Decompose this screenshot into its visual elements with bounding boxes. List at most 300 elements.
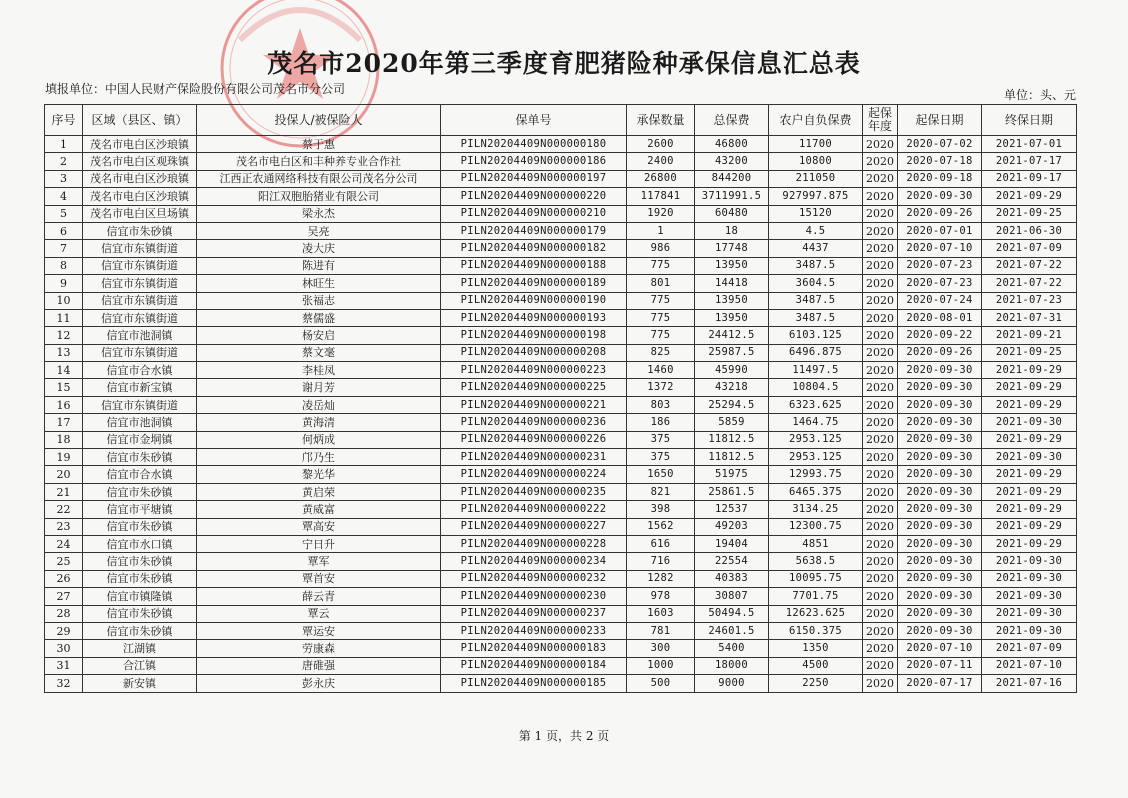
- col-header-start-year: 起保年度: [863, 105, 898, 136]
- cell-policy-no: PILN20204409N000000182: [441, 240, 627, 257]
- cell-region: 信宜市朱砂镇: [83, 518, 197, 535]
- cell-insured: 陈进有: [197, 257, 441, 274]
- cell-quantity: 978: [627, 588, 695, 605]
- cell-start-date: 2020-09-30: [898, 622, 982, 639]
- cell-total-premium: 24412.5: [695, 327, 769, 344]
- cell-total-premium: 13950: [695, 292, 769, 309]
- cell-region: 江湖镇: [83, 640, 197, 657]
- cell-total-premium: 40383: [695, 570, 769, 587]
- cell-policy-no: PILN20204409N000000220: [441, 188, 627, 205]
- cell-end-date: 2021-09-29: [982, 518, 1077, 535]
- cell-end-date: 2021-07-09: [982, 640, 1077, 657]
- cell-insured: 茂名市电白区和丰种养专业合作社: [197, 153, 441, 170]
- cell-quantity: 1: [627, 222, 695, 239]
- col-header-policy-no: 保单号: [441, 105, 627, 136]
- cell-total-premium: 51975: [695, 466, 769, 483]
- cell-end-date: 2021-07-31: [982, 309, 1077, 326]
- cell-policy-no: PILN20204409N000000233: [441, 622, 627, 639]
- cell-region: 信宜市朱砂镇: [83, 605, 197, 622]
- cell-farmer-premium: 11700: [769, 136, 863, 153]
- table-row: [45, 449, 1077, 466]
- cell-farmer-premium: 1350: [769, 640, 863, 657]
- cell-quantity: 1562: [627, 518, 695, 535]
- cell-start-year: 2020: [863, 535, 898, 552]
- cell-start-year: 2020: [863, 605, 898, 622]
- cell-start-date: 2020-09-30: [898, 570, 982, 587]
- cell-index: 8: [45, 257, 83, 274]
- table-row: [45, 431, 1077, 448]
- cell-start-date: 2020-09-30: [898, 466, 982, 483]
- table-row: [45, 379, 1077, 396]
- cell-start-year: 2020: [863, 640, 898, 657]
- cell-end-date: 2021-09-29: [982, 535, 1077, 552]
- cell-total-premium: 43218: [695, 379, 769, 396]
- cell-insured: 蔡文毫: [197, 344, 441, 361]
- table-row: [45, 153, 1077, 170]
- cell-end-date: 2021-09-29: [982, 362, 1077, 379]
- cell-policy-no: PILN20204409N000000208: [441, 344, 627, 361]
- cell-farmer-premium: 6103.125: [769, 327, 863, 344]
- cell-quantity: 775: [627, 257, 695, 274]
- cell-policy-no: PILN20204409N000000232: [441, 570, 627, 587]
- cell-farmer-premium: 2250: [769, 675, 863, 692]
- cell-start-date: 2020-07-17: [898, 675, 982, 692]
- cell-policy-no: PILN20204409N000000224: [441, 466, 627, 483]
- cell-farmer-premium: 6150.375: [769, 622, 863, 639]
- cell-end-date: 2021-07-22: [982, 275, 1077, 292]
- cell-quantity: 186: [627, 414, 695, 431]
- cell-insured: 阳江双胞胎猪业有限公司: [197, 188, 441, 205]
- cell-start-date: 2020-09-26: [898, 205, 982, 222]
- cell-total-premium: 43200: [695, 153, 769, 170]
- table-row: [45, 275, 1077, 292]
- cell-start-date: 2020-08-01: [898, 309, 982, 326]
- cell-policy-no: PILN20204409N000000225: [441, 379, 627, 396]
- cell-policy-no: PILN20204409N000000190: [441, 292, 627, 309]
- cell-farmer-premium: 12993.75: [769, 466, 863, 483]
- cell-insured: 覃高安: [197, 518, 441, 535]
- table-row: [45, 396, 1077, 413]
- cell-region: 信宜市合水镇: [83, 466, 197, 483]
- cell-policy-no: PILN20204409N000000222: [441, 501, 627, 518]
- cell-start-date: 2020-09-30: [898, 362, 982, 379]
- cell-start-year: 2020: [863, 518, 898, 535]
- cell-start-date: 2020-09-30: [898, 588, 982, 605]
- cell-farmer-premium: 4500: [769, 657, 863, 674]
- cell-region: 信宜市平塘镇: [83, 501, 197, 518]
- cell-quantity: 398: [627, 501, 695, 518]
- cell-total-premium: 11812.5: [695, 431, 769, 448]
- cell-quantity: 1372: [627, 379, 695, 396]
- cell-total-premium: 12537: [695, 501, 769, 518]
- cell-insured: 覃首安: [197, 570, 441, 587]
- cell-start-date: 2020-09-22: [898, 327, 982, 344]
- cell-insured: 黎光华: [197, 466, 441, 483]
- cell-region: 信宜市金垌镇: [83, 431, 197, 448]
- cell-insured: 邝乃生: [197, 449, 441, 466]
- cell-start-year: 2020: [863, 570, 898, 587]
- cell-index: 1: [45, 136, 83, 153]
- cell-total-premium: 844200: [695, 170, 769, 187]
- cell-start-year: 2020: [863, 170, 898, 187]
- cell-index: 28: [45, 605, 83, 622]
- cell-region: 茂名市电白区沙琅镇: [83, 170, 197, 187]
- cell-region: 茂名市电白区沙琅镇: [83, 188, 197, 205]
- cell-start-date: 2020-07-10: [898, 240, 982, 257]
- cell-start-year: 2020: [863, 396, 898, 413]
- cell-end-date: 2021-09-21: [982, 327, 1077, 344]
- cell-quantity: 1000: [627, 657, 695, 674]
- cell-farmer-premium: 6465.375: [769, 483, 863, 500]
- cell-start-date: 2020-09-30: [898, 483, 982, 500]
- cell-farmer-premium: 4.5: [769, 222, 863, 239]
- cell-index: 14: [45, 362, 83, 379]
- col-header-quantity: 承保数量: [627, 105, 695, 136]
- cell-quantity: 2600: [627, 136, 695, 153]
- cell-region: 信宜市东镇街道: [83, 240, 197, 257]
- cell-region: 新安镇: [83, 675, 197, 692]
- cell-quantity: 1603: [627, 605, 695, 622]
- table-row: [45, 518, 1077, 535]
- cell-total-premium: 25294.5: [695, 396, 769, 413]
- cell-policy-no: PILN20204409N000000179: [441, 222, 627, 239]
- cell-index: 19: [45, 449, 83, 466]
- cell-start-year: 2020: [863, 431, 898, 448]
- cell-farmer-premium: 5638.5: [769, 553, 863, 570]
- table-row: [45, 292, 1077, 309]
- cell-quantity: 26800: [627, 170, 695, 187]
- table-row: [45, 240, 1077, 257]
- cell-quantity: 716: [627, 553, 695, 570]
- table-row: [45, 344, 1077, 361]
- cell-start-year: 2020: [863, 362, 898, 379]
- cell-index: 20: [45, 466, 83, 483]
- cell-policy-no: PILN20204409N000000234: [441, 553, 627, 570]
- cell-insured: 宁日升: [197, 535, 441, 552]
- cell-index: 16: [45, 396, 83, 413]
- table-row: [45, 466, 1077, 483]
- cell-insured: 唐碓强: [197, 657, 441, 674]
- cell-end-date: 2021-09-29: [982, 483, 1077, 500]
- table-row: [45, 222, 1077, 239]
- cell-index: 7: [45, 240, 83, 257]
- table-row: [45, 483, 1077, 500]
- cell-start-year: 2020: [863, 588, 898, 605]
- cell-end-date: 2021-09-25: [982, 205, 1077, 222]
- cell-start-year: 2020: [863, 309, 898, 326]
- cell-quantity: 775: [627, 292, 695, 309]
- cell-region: 信宜市东镇街道: [83, 275, 197, 292]
- cell-region: 信宜市朱砂镇: [83, 222, 197, 239]
- table-row: [45, 136, 1077, 153]
- cell-index: 29: [45, 622, 83, 639]
- cell-quantity: 500: [627, 675, 695, 692]
- table-row: [45, 170, 1077, 187]
- cell-total-premium: 9000: [695, 675, 769, 692]
- table-row: [45, 188, 1077, 205]
- cell-total-premium: 13950: [695, 257, 769, 274]
- cell-total-premium: 13950: [695, 309, 769, 326]
- cell-insured: 黄威富: [197, 501, 441, 518]
- cell-farmer-premium: 2953.125: [769, 431, 863, 448]
- cell-start-year: 2020: [863, 153, 898, 170]
- cell-index: 25: [45, 553, 83, 570]
- cell-policy-no: PILN20204409N000000184: [441, 657, 627, 674]
- cell-region: 信宜市朱砂镇: [83, 483, 197, 500]
- col-header-farmer-premium: 农户自负保费: [769, 105, 863, 136]
- cell-policy-no: PILN20204409N000000237: [441, 605, 627, 622]
- cell-end-date: 2021-09-29: [982, 431, 1077, 448]
- cell-policy-no: PILN20204409N000000210: [441, 205, 627, 222]
- cell-quantity: 986: [627, 240, 695, 257]
- cell-policy-no: PILN20204409N000000193: [441, 309, 627, 326]
- cell-quantity: 616: [627, 535, 695, 552]
- cell-policy-no: PILN20204409N000000186: [441, 153, 627, 170]
- cell-region: 信宜市朱砂镇: [83, 449, 197, 466]
- cell-index: 4: [45, 188, 83, 205]
- cell-start-date: 2020-07-02: [898, 136, 982, 153]
- cell-quantity: 825: [627, 344, 695, 361]
- filler-unit: 填报单位：中国人民财产保险股份有限公司茂名市分公司: [45, 82, 346, 96]
- cell-end-date: 2021-09-29: [982, 188, 1077, 205]
- cell-farmer-premium: 10095.75: [769, 570, 863, 587]
- cell-region: 信宜市池洞镇: [83, 414, 197, 431]
- cell-start-date: 2020-07-11: [898, 657, 982, 674]
- cell-quantity: 375: [627, 449, 695, 466]
- cell-index: 31: [45, 657, 83, 674]
- table-row: [45, 640, 1077, 657]
- cell-index: 2: [45, 153, 83, 170]
- cell-insured: 薛云青: [197, 588, 441, 605]
- cell-region: 信宜市东镇街道: [83, 396, 197, 413]
- unit-label: 单位：头、元: [1003, 88, 1076, 102]
- cell-total-premium: 5400: [695, 640, 769, 657]
- cell-start-year: 2020: [863, 275, 898, 292]
- table-row: [45, 605, 1077, 622]
- cell-index: 11: [45, 309, 83, 326]
- table-row: [45, 362, 1077, 379]
- cell-farmer-premium: 3487.5: [769, 292, 863, 309]
- table-row: [45, 622, 1077, 639]
- cell-farmer-premium: 7701.75: [769, 588, 863, 605]
- cell-start-year: 2020: [863, 205, 898, 222]
- cell-region: 信宜市东镇街道: [83, 309, 197, 326]
- cell-index: 32: [45, 675, 83, 692]
- cell-index: 10: [45, 292, 83, 309]
- cell-end-date: 2021-07-23: [982, 292, 1077, 309]
- cell-start-date: 2020-07-01: [898, 222, 982, 239]
- col-header-region: 区域（县区、镇）: [83, 105, 197, 136]
- cell-farmer-premium: 12623.625: [769, 605, 863, 622]
- cell-end-date: 2021-09-30: [982, 553, 1077, 570]
- cell-end-date: 2021-09-29: [982, 379, 1077, 396]
- cell-quantity: 1920: [627, 205, 695, 222]
- cell-start-date: 2020-09-26: [898, 344, 982, 361]
- cell-farmer-premium: 2953.125: [769, 449, 863, 466]
- cell-total-premium: 25987.5: [695, 344, 769, 361]
- cell-start-date: 2020-07-10: [898, 640, 982, 657]
- cell-start-year: 2020: [863, 449, 898, 466]
- cell-index: 17: [45, 414, 83, 431]
- cell-start-date: 2020-09-30: [898, 188, 982, 205]
- cell-index: 9: [45, 275, 83, 292]
- cell-end-date: 2021-06-30: [982, 222, 1077, 239]
- cell-policy-no: PILN20204409N000000226: [441, 431, 627, 448]
- table-row: [45, 327, 1077, 344]
- cell-end-date: 2021-09-30: [982, 588, 1077, 605]
- table-row: [45, 570, 1077, 587]
- cell-quantity: 117841: [627, 188, 695, 205]
- cell-start-date: 2020-07-24: [898, 292, 982, 309]
- cell-start-year: 2020: [863, 344, 898, 361]
- cell-total-premium: 24601.5: [695, 622, 769, 639]
- table-row: [45, 535, 1077, 552]
- cell-quantity: 781: [627, 622, 695, 639]
- cell-policy-no: PILN20204409N000000228: [441, 535, 627, 552]
- table-row: [45, 588, 1077, 605]
- cell-start-year: 2020: [863, 622, 898, 639]
- cell-total-premium: 19404: [695, 535, 769, 552]
- cell-start-year: 2020: [863, 327, 898, 344]
- cell-region: 信宜市朱砂镇: [83, 622, 197, 639]
- cell-end-date: 2021-07-16: [982, 675, 1077, 692]
- cell-region: 合江镇: [83, 657, 197, 674]
- cell-start-year: 2020: [863, 292, 898, 309]
- cell-total-premium: 45990: [695, 362, 769, 379]
- cell-policy-no: PILN20204409N000000189: [441, 275, 627, 292]
- cell-region: 信宜市镇隆镇: [83, 588, 197, 605]
- cell-quantity: 775: [627, 327, 695, 344]
- cell-index: 15: [45, 379, 83, 396]
- cell-start-year: 2020: [863, 222, 898, 239]
- cell-total-premium: 60480: [695, 205, 769, 222]
- cell-start-date: 2020-09-30: [898, 379, 982, 396]
- cell-quantity: 300: [627, 640, 695, 657]
- cell-insured: 黄海清: [197, 414, 441, 431]
- cell-start-date: 2020-09-30: [898, 396, 982, 413]
- cell-policy-no: PILN20204409N000000198: [441, 327, 627, 344]
- cell-index: 18: [45, 431, 83, 448]
- cell-quantity: 1460: [627, 362, 695, 379]
- cell-start-date: 2020-09-30: [898, 518, 982, 535]
- cell-policy-no: PILN20204409N000000188: [441, 257, 627, 274]
- cell-insured: 彭永庆: [197, 675, 441, 692]
- cell-start-year: 2020: [863, 414, 898, 431]
- cell-end-date: 2021-09-29: [982, 501, 1077, 518]
- cell-total-premium: 18: [695, 222, 769, 239]
- cell-region: 茂名市电白区观珠镇: [83, 153, 197, 170]
- cell-end-date: 2021-09-25: [982, 344, 1077, 361]
- cell-insured: 蔡儒盛: [197, 309, 441, 326]
- cell-index: 23: [45, 518, 83, 535]
- cell-insured: 凌大庆: [197, 240, 441, 257]
- col-header-index: 序号: [45, 105, 83, 136]
- cell-policy-no: PILN20204409N000000227: [441, 518, 627, 535]
- cell-insured: 江西正农通网络科技有限公司茂名分公司: [197, 170, 441, 187]
- table-row: [45, 675, 1077, 692]
- cell-farmer-premium: 10804.5: [769, 379, 863, 396]
- cell-policy-no: PILN20204409N000000197: [441, 170, 627, 187]
- cell-start-year: 2020: [863, 675, 898, 692]
- cell-farmer-premium: 11497.5: [769, 362, 863, 379]
- cell-quantity: 801: [627, 275, 695, 292]
- cell-start-year: 2020: [863, 136, 898, 153]
- cell-insured: 李桂凤: [197, 362, 441, 379]
- table-row: [45, 553, 1077, 570]
- cell-quantity: 803: [627, 396, 695, 413]
- cell-region: 信宜市新宝镇: [83, 379, 197, 396]
- document-title: 茂名市2020年第三季度育肥猪险种承保信息汇总表: [267, 49, 861, 78]
- cell-farmer-premium: 3487.5: [769, 309, 863, 326]
- cell-insured: 吴亮: [197, 222, 441, 239]
- cell-quantity: 821: [627, 483, 695, 500]
- col-header-end-date: 终保日期: [982, 105, 1077, 136]
- cell-end-date: 2021-07-10: [982, 657, 1077, 674]
- cell-insured: 覃运安: [197, 622, 441, 639]
- cell-start-date: 2020-09-30: [898, 431, 982, 448]
- cell-start-year: 2020: [863, 657, 898, 674]
- cell-total-premium: 50494.5: [695, 605, 769, 622]
- cell-start-date: 2020-07-23: [898, 275, 982, 292]
- cell-policy-no: PILN20204409N000000183: [441, 640, 627, 657]
- cell-start-year: 2020: [863, 188, 898, 205]
- cell-end-date: 2021-07-09: [982, 240, 1077, 257]
- cell-start-year: 2020: [863, 379, 898, 396]
- cell-policy-no: PILN20204409N000000236: [441, 414, 627, 431]
- cell-end-date: 2021-09-29: [982, 396, 1077, 413]
- cell-end-date: 2021-09-30: [982, 605, 1077, 622]
- cell-farmer-premium: 3134.25: [769, 501, 863, 518]
- cell-farmer-premium: 3604.5: [769, 275, 863, 292]
- insurance-summary-table: [44, 104, 1077, 693]
- cell-index: 5: [45, 205, 83, 222]
- cell-region: 茂名市电白区沙琅镇: [83, 136, 197, 153]
- cell-insured: 覃云: [197, 605, 441, 622]
- cell-start-date: 2020-09-18: [898, 170, 982, 187]
- cell-region: 信宜市水口镇: [83, 535, 197, 552]
- cell-start-year: 2020: [863, 240, 898, 257]
- cell-region: 信宜市朱砂镇: [83, 570, 197, 587]
- cell-end-date: 2021-07-01: [982, 136, 1077, 153]
- cell-farmer-premium: 1464.75: [769, 414, 863, 431]
- cell-index: 24: [45, 535, 83, 552]
- cell-region: 信宜市池洞镇: [83, 327, 197, 344]
- cell-index: 22: [45, 501, 83, 518]
- cell-policy-no: PILN20204409N000000235: [441, 483, 627, 500]
- cell-farmer-premium: 211050: [769, 170, 863, 187]
- cell-policy-no: PILN20204409N000000180: [441, 136, 627, 153]
- cell-end-date: 2021-09-30: [982, 449, 1077, 466]
- cell-end-date: 2021-07-22: [982, 257, 1077, 274]
- cell-insured: 黄启荣: [197, 483, 441, 500]
- cell-index: 30: [45, 640, 83, 657]
- table-row: [45, 257, 1077, 274]
- cell-insured: 劳康森: [197, 640, 441, 657]
- table-row: [45, 309, 1077, 326]
- cell-insured: 谢月芳: [197, 379, 441, 396]
- cell-index: 12: [45, 327, 83, 344]
- cell-start-date: 2020-07-23: [898, 257, 982, 274]
- cell-start-date: 2020-09-30: [898, 535, 982, 552]
- cell-start-date: 2020-09-30: [898, 501, 982, 518]
- cell-farmer-premium: 15120: [769, 205, 863, 222]
- cell-farmer-premium: 927997.875: [769, 188, 863, 205]
- cell-start-date: 2020-09-30: [898, 553, 982, 570]
- table-row: [45, 657, 1077, 674]
- cell-start-year: 2020: [863, 553, 898, 570]
- cell-farmer-premium: 4851: [769, 535, 863, 552]
- cell-total-premium: 17748: [695, 240, 769, 257]
